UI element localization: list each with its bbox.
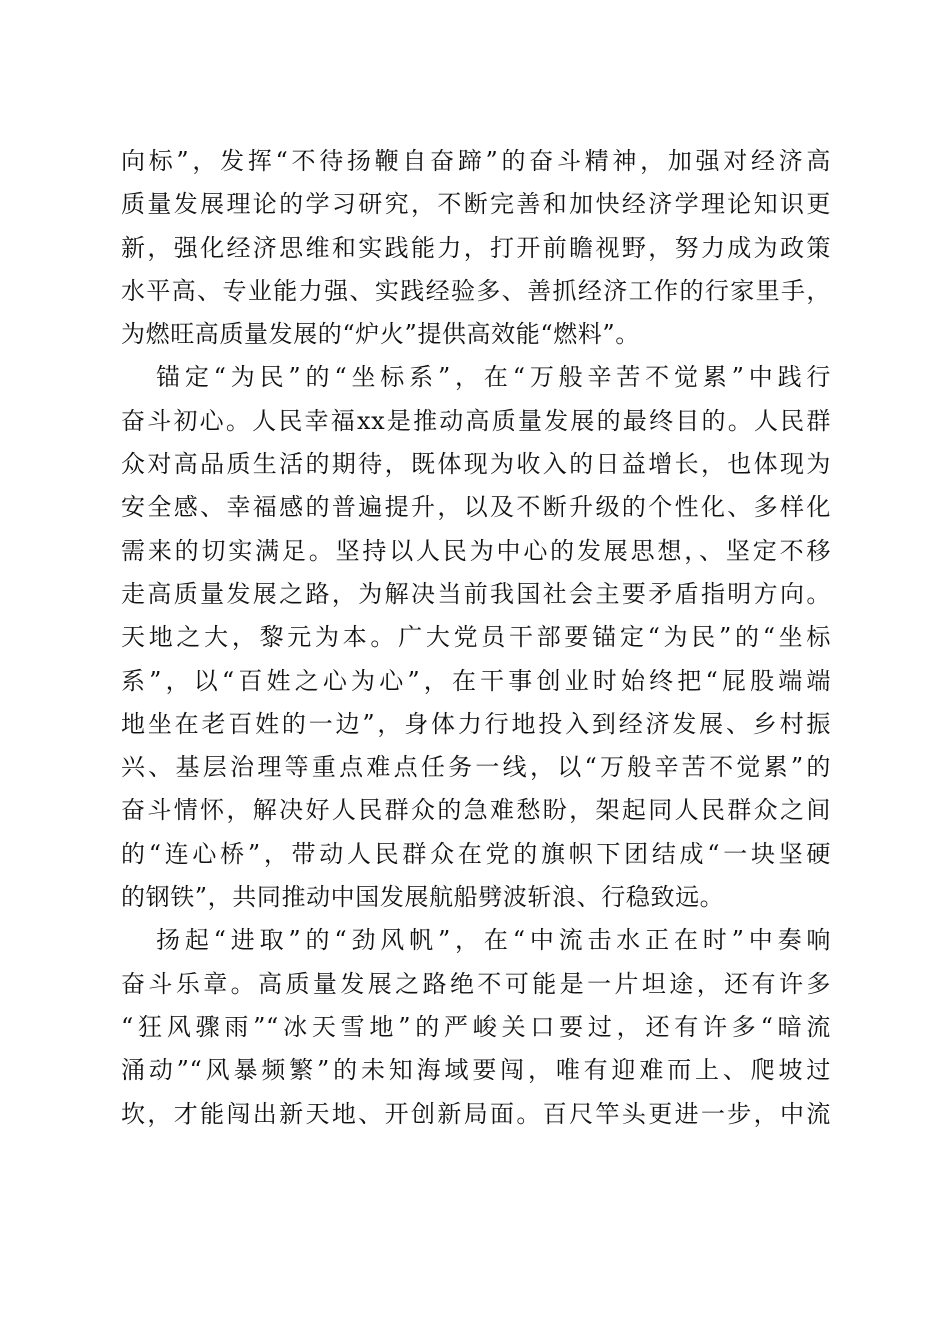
text-line: 需来的切实满足。坚持以人民为中心的发展思想，、坚定不移 xyxy=(121,536,831,565)
text-line: 走高质量发展之路，为解决当前我国社会主要矛盾指明方向。 xyxy=(121,579,831,608)
text-line: 坎，才能闯出新天地、开创新局面。百尺竿头更进一步，中流 xyxy=(121,1099,831,1128)
text-line: 众对高品质生活的期待，既体现为收入的日益增长，也体现为 xyxy=(121,450,831,479)
text-line: 奋斗初心。人民幸福xx是推动高质量发展的最终目的。人民群 xyxy=(121,406,831,435)
text-line: 涌动”“风暴频繁”的未知海域要闯，唯有迎难而上、爬坡过 xyxy=(121,1056,831,1085)
text-line: 天地之大，黎元为本。广大党员干部要锚定“为民”的“坐标 xyxy=(121,623,831,652)
body-text xyxy=(121,140,831,1136)
text-line: 奋斗情怀，解决好人民群众的急难愁盼，架起同人民群众之间 xyxy=(121,796,831,825)
text-line: “狂风骤雨”“冰天雪地”的严峻关口要过，还有许多“暗流 xyxy=(121,1012,831,1041)
paragraph-start-line: 扬起“进取”的“劲风帆”，在“中流击水正在时”中奏响 xyxy=(156,926,831,955)
paragraph-start-line: 锚定“为民”的“坐标系”，在“万般辛苦不觉累”中践行 xyxy=(156,363,831,392)
text-line: 水平高、专业能力强、实践经验多、善抓经济工作的行家里手， xyxy=(121,276,831,305)
text-line: 奋斗乐章。高质量发展之路绝不可能是一片坦途，还有许多 xyxy=(121,969,831,998)
text-line: 的钢铁”，共同推动中国发展航船劈波斩浪、行稳致远。 xyxy=(121,883,725,912)
text-line: 兴、基层治理等重点难点任务一线，以“万般辛苦不觉累”的 xyxy=(121,753,831,782)
text-line: 新，强化经济思维和实践能力，打开前瞻视野，努力成为政策 xyxy=(121,233,831,262)
text-line: 向标”，发挥“不待扬鞭自奋蹄”的奋斗精神，加强对经济高 xyxy=(121,147,831,175)
text-line: 系”，以“百姓之心为心”，在干事创业时始终把“屁股端端 xyxy=(121,666,831,695)
text-line: 质量发展理论的学习研究，不断完善和加快经济学理论知识更 xyxy=(121,190,831,219)
text-line: 的“连心桥”，带动人民群众在党的旗帜下团结成“一块坚硬 xyxy=(121,839,831,868)
text-line: 为燃旺高质量发展的“炉火”提供高效能“燃料”。 xyxy=(121,320,640,349)
text-line: 地坐在老百姓的一边”，身体力行地投入到经济发展、乡村振 xyxy=(121,709,831,738)
text-line: 安全感、幸福感的普遍提升，以及不断升级的个性化、多样化 xyxy=(121,493,831,522)
